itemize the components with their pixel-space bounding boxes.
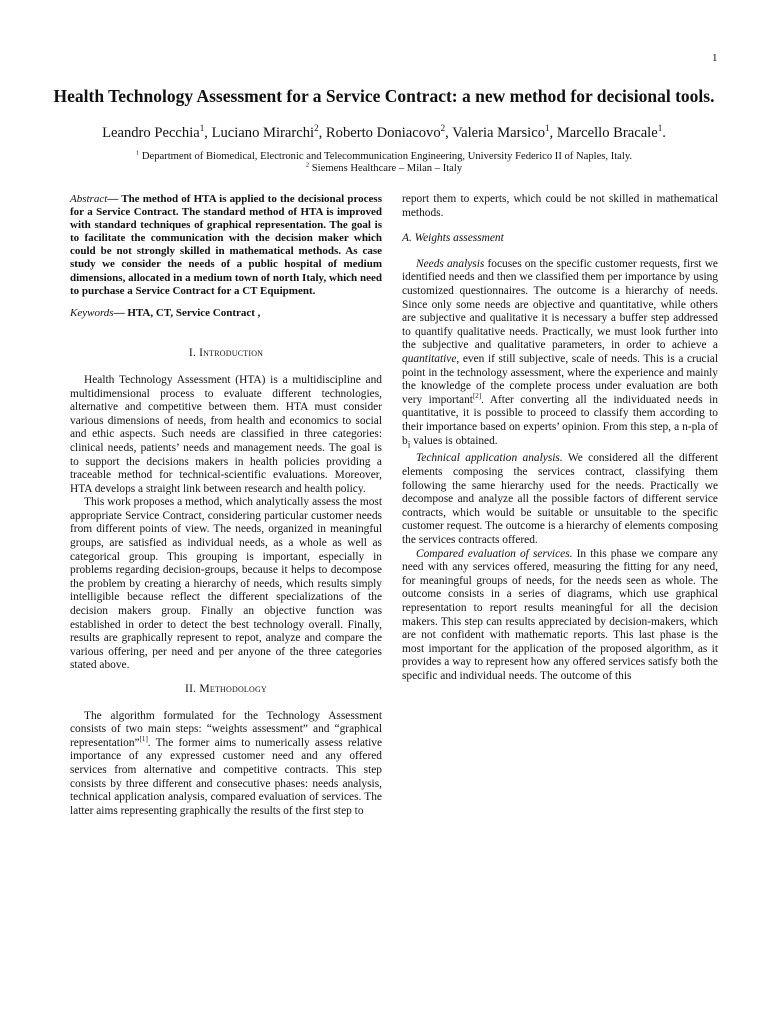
keywords	[70, 307, 382, 321]
keywords-text: — HTA, CT, Service Contract ,	[113, 306, 261, 319]
technical-application-paragraph	[402, 452, 718, 547]
author-separator: ,	[445, 125, 453, 141]
affiliation-text: Siemens Healthcare – Milan – Italy	[309, 163, 463, 174]
abstract-lead: Abstract	[70, 193, 108, 205]
emphasis: quantitative	[402, 352, 457, 365]
author-separator: ,	[204, 125, 212, 141]
text-run: . After converting all the individuated needs in quantitative, it is possible to proceed to classify them according to their importance based on experts’ opinion. From this step, a n-pla of b	[402, 393, 718, 447]
citation-ref: [2]	[472, 391, 482, 400]
run-in-heading: Technical application analysis.	[416, 452, 563, 465]
author-separator: ,	[549, 125, 557, 141]
author-list	[30, 124, 738, 142]
author-name: Valeria Marsico	[452, 125, 545, 141]
left-column	[70, 193, 382, 818]
needs-analysis-paragraph	[402, 258, 718, 453]
compared-evaluation-paragraph	[402, 548, 718, 684]
intro-paragraph-1: Health Technology Assessment (HTA) is a multidiscipline and multidimensional process to evaluate different technologies, alternative and competitive between them. HTA must consider various dimensions of needs, from health and economics to social and ethic aspects. Such needs are classified in three categories: clinical needs, patients’ needs and management needs. The goal is to support the decisions makers in health policies providing a traceable method for technical-scientific evaluations. Moreover, HTA develops a straight link between research and health policy.	[70, 373, 382, 495]
text-run: , even if still subjective, scale of needs. This is a crucial point in the technology assessment, where the experience and mainly the knowledge of the complete process under evaluation are both very important	[402, 352, 718, 406]
page-number: 1	[712, 52, 718, 64]
affiliation-text: Department of Biomedical, Electronic and Telecommunication Engineering, University Federico II of Naples, Italy.	[139, 151, 633, 162]
text-run: values is obtained.	[410, 434, 498, 447]
author-name: Marcello Bracale	[556, 125, 658, 141]
author-affiliation-mark: 1	[545, 123, 550, 134]
affiliation-1	[60, 151, 708, 163]
text-run: In this phase we compare any need with any services offered, measuring the fitting for any need, for meaningful groups of needs, for the needs seen as whole. The outcome consists in a series of diagrams, which use graphical representation to report results meaningful for all the decision makers. This step can results appreciated by decision-makers, which are not confident with mathematic reports. This last phase is the most important for the application of the proposed algorithm, as it provides a way to represent how any offered services satisfy both the specific and individual needs. The outcome of this	[402, 547, 718, 682]
abstract-text: — The method of HTA is applied to the decisional process for a Service Contract. The standard method of HTA is improved with standard techniques of graphical representation. The goal is to facilitate the communication with the decision maker which could be not strongly skilled in mathematical methods. As case study we consider the needs of a public hospital of medium dimensions, allocated in a medium town of north Italy, which need to purchase a Service Contract for a CT Equipment.	[70, 193, 382, 297]
citation-ref: [1]	[139, 734, 148, 743]
affiliation-mark: 2	[305, 161, 310, 169]
section-numeral: II.	[185, 682, 200, 695]
methodology-paragraph-1	[70, 710, 382, 819]
run-in-heading: Needs analysis	[416, 257, 485, 270]
author-affiliation-mark: 2	[314, 123, 319, 134]
run-in-heading: Compared evaluation of services.	[416, 547, 573, 560]
author-affiliation-mark: 1	[199, 123, 205, 134]
paper-title: Health Technology Assessment for a Service Contract: a new method for decisional tools.	[53, 86, 715, 106]
author-affiliation-mark: 1	[657, 123, 663, 134]
text-run: . The former aims to numerically assess relative importance of any expressed customer need and any offered services from alternative and competitive contracts. This step consists by three different and consecutive phases: needs analysis, technical application analysis, compared evaluation of services. The latter aims representing graphically the results of the first step to	[70, 736, 382, 817]
right-column	[402, 193, 718, 683]
text-run: We considered all the different elements composing the services contract, classifying them following the same hierarchy used for the needs. Practically we decompose and analyze all the possible factors of different service contracts, which would be suitable or unsuitable to the specific customer request. The outcome is a hierarchy of elements composing the services contracts offered.	[402, 452, 718, 546]
author-separator: ,	[318, 125, 326, 141]
section-numeral: I.	[188, 346, 200, 360]
author-separator: .	[662, 125, 666, 141]
section-title: Introduction	[199, 346, 264, 360]
text-run: focuses on the specific customer requests, first we identified needs and then we classified them per importance by using customized questionnaires. The outcome is a hierarchy of needs. Since only some needs are objective and quantitative, while others are subjective and qualitative it is necessary a buffer step addressed to quantify qualitative needs. Practically, we must look further into the subjective and qualitative parameters, in order to achieve a	[402, 257, 718, 352]
keywords-lead: Keywords	[70, 306, 114, 319]
author-name: Leandro Pecchia	[102, 125, 200, 141]
text-run: The algorithm formulated for the Technology Assessment consists of two main steps: “weights assessment” and “graphical representation”	[70, 709, 382, 749]
section-title: Methodology	[199, 682, 267, 695]
author-name: Luciano Mirarchi	[211, 125, 315, 141]
affiliation-mark: 1	[135, 149, 140, 157]
abstract	[70, 193, 382, 298]
intro-paragraph-2: This work proposes a method, which analytically assess the most appropriate Service Contract, considering particular customer needs from different points of view. The needs, organized in meaningful groups, are satisfied as individual needs, as a whole as well as categorical group. This grouping is important, especially in problems regarding decision-groups, because it helps to decompose the problem by creating a hierarchy of needs, which results simply intelligible because reflect the different specializations of the decision makers group. Finally an objective function was established in order to detect the best technology overall. Finally, results are graphically represent to repot, analyze and compare the various offering, per need and per anyone of the three categories stated above.	[70, 496, 382, 672]
author-name: Roberto Doniacovo	[325, 125, 441, 141]
subsection-heading-weights-assessment: A. Weights assessment	[402, 232, 504, 245]
section-heading-introduction	[70, 346, 382, 360]
section-heading-methodology	[70, 682, 382, 696]
author-affiliation-mark: 2	[440, 123, 446, 134]
affiliation-2	[60, 163, 708, 175]
subscript: i	[407, 439, 411, 450]
methodology-paragraph-continued: report them to experts, which could be not skilled in mathematical methods.	[402, 193, 718, 219]
